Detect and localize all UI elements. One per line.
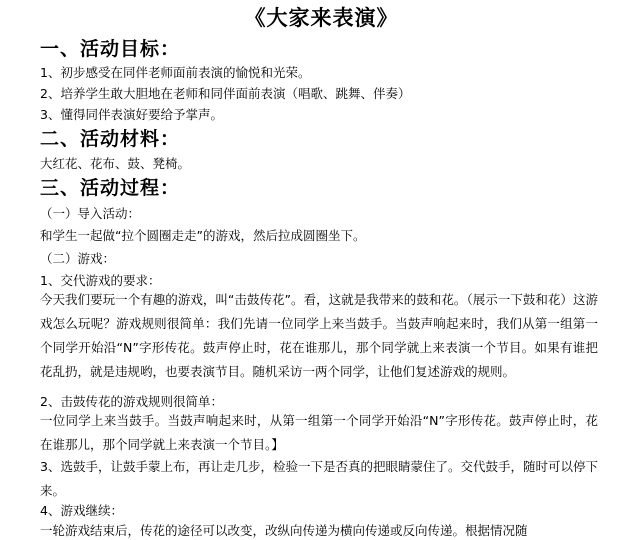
game-item-2-text: 一位同学上来当鼓手。当鼓声响起来时，从第一组第一个同学开始沿“N”字形传花。鼓声停止时，花在谁那儿，那个同学就上来表演一个节目。】 (40, 413, 598, 452)
game-item-3-text: 3、选鼓手，让鼓手蒙上布，再让走几步，检验一下是否真的把眼睛蒙住了。交代鼓手，随时可以停下来。 (40, 459, 598, 498)
subsection-game-label: （二）游戏： (40, 251, 116, 266)
section-heading-process: 三、活动过程： (40, 177, 181, 199)
game-item-1-title: 1、交代游戏的要求： (40, 273, 161, 288)
goal-item-3: 3、懂得同伴表演好要给予掌声。 (40, 107, 223, 122)
game-item-1-text: 今天我们要玩一个有趣的游戏，叫“击鼓传花”。看，这就是我带来的鼓和花。（展示一下鼓和花）这游戏怎么玩呢？游戏规则很简单：我们先请一位同学上来当鼓手。当鼓声响起来时，我们从第一组第一个同学开始沿“N”字形传花。鼓声停止时，花在谁那儿，那个同学就上来表演一个节目。如果有谁把花乱扔，就是违规哟，也要表演节目。随机采访一两个同学，让他们复述游戏的规则。 (40, 292, 598, 379)
game-item-4-text: 一轮游戏结束后，传花的途径可以改变，改纵向传递为横向传递或反向传递。根据情况随 (40, 523, 528, 538)
document-title: 《大家来表演》 (244, 6, 399, 30)
materials-text: 大红花、花布、鼓、凳椅。 (40, 156, 191, 171)
subsection-intro-text: 和学生一起做“拉个圆圈走走”的游戏，然后拉成圆圈坐下。 (40, 228, 366, 243)
goal-item-1: 1、初步感受在同伴老师面前表演的愉悦和光荣。 (40, 65, 311, 80)
game-item-2-title: 2、击鼓传花的游戏规则很简单： (40, 394, 223, 409)
section-heading-goals: 一、活动目标： (40, 38, 181, 60)
goal-item-2: 2、培养学生敢大胆地在老师和同伴面前表演（唱歌、跳舞、伴奏） (40, 86, 411, 101)
game-item-4-title: 4、游戏继续： (40, 503, 123, 518)
subsection-intro-label: （一）导入活动： (40, 206, 141, 221)
section-heading-materials: 二、活动材料： (40, 128, 181, 150)
